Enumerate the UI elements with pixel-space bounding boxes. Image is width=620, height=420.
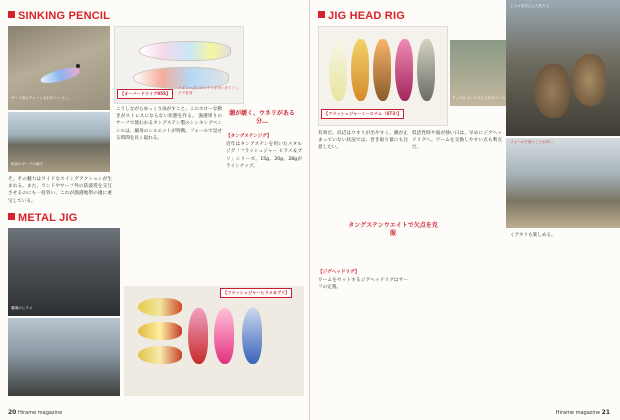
product-label: 【フラッシュジャーミーロテム（ST3）】: [321, 109, 404, 119]
product-label: 【オーバードライブ85S】: [117, 89, 173, 99]
section-marker-icon: [8, 11, 15, 18]
body-col-5: [412, 130, 502, 152]
beach-photo: [8, 112, 110, 172]
headline-jig-head: タングステンウエイトで欠点を克服: [348, 222, 438, 237]
angler-with-flounder-photo: [506, 0, 620, 136]
brown-worm-icon: [373, 39, 391, 101]
body-col-6: [318, 268, 408, 292]
section-title-sinking-pencil: SINKING PENCIL: [8, 10, 110, 22]
metal-jig-product-photo: [124, 286, 304, 396]
product-note: ハイシーズンのベイトが多いタイミングで有効: [178, 86, 239, 95]
gold-jig-icon: [138, 298, 182, 316]
lure-eye: [76, 64, 80, 68]
subhead-jighead: 【ジグヘッドリグ】: [318, 270, 360, 275]
red-jig-icon: [188, 308, 208, 364]
subhead-tungsten: 【タングステンジグ】: [226, 134, 272, 139]
photo-caption: 磯場のヒラメ: [11, 306, 33, 310]
gold-jig-icon: [138, 322, 182, 340]
body-col-1: [8, 176, 112, 205]
body-text: 近年はタングステンを用いたメタルジグ「フラッシュジャー ヒラメ＆ブリ」シリーズ。15g、20g、28gがラインナップ。: [226, 142, 302, 169]
body-col-7: [510, 232, 614, 239]
page-folio-left: 20 Hirame magazine: [8, 409, 63, 416]
photo-caption: ヒラメを手にした釣り人: [510, 4, 550, 8]
body-text: 有効だ。浜辺はウネリが出やすく、潮が止まっていない状況では、巻き取り量にも注意したい。: [318, 131, 408, 151]
flounder-icon: [572, 54, 606, 106]
pink-worm-icon: [395, 39, 413, 101]
right-page: [310, 0, 620, 420]
photo-caption: サーフ用にチューンされたシンペン。: [11, 96, 72, 100]
section-marker-icon: [318, 11, 325, 18]
section-title-metal-jig: METAL JIG: [8, 212, 77, 224]
angler-on-rocks-photo: [8, 318, 120, 396]
pink-jig-icon: [214, 308, 234, 364]
photo-caption: タックルボックスに入れたワーム: [452, 96, 506, 100]
body-text: ワームをセットするジグヘッドリグはサーフの定番。: [318, 278, 408, 291]
orange-worm-icon: [351, 39, 369, 101]
gold-jig-icon: [138, 346, 182, 364]
section-marker-icon: [8, 213, 15, 220]
page-folio-right: Hirame magazine 21: [555, 409, 610, 416]
blue-jig-icon: [242, 308, 262, 364]
body-text: くアタリも楽しめる。: [510, 233, 556, 238]
body-text: こうしながらゆっくり泳がすこと。このスローな動きがストレスにならない状態を作る。: [116, 107, 222, 120]
body-text: 漁港周りのサーフで使われるタングステン製のシンキングペンシルは、細身のシルエットが特徴。フォールで見せる時間を長く取れる。: [116, 114, 222, 141]
body-col-4: [318, 130, 408, 152]
jig-head-product-photo: [318, 26, 448, 126]
section-title-jig-head-rig: JIG HEAD RIG: [318, 10, 405, 22]
rocky-shore-photo: [8, 228, 120, 316]
beach-photo-caption: 砂浜のサーフの様子: [11, 162, 44, 166]
flounder-icon: [534, 64, 570, 118]
gray-worm-icon: [417, 39, 435, 101]
body-text: 低活性時や波が強い日は、早めにジグヘッドリグへ。ワームを交換しやすい点も利点だ。: [412, 131, 502, 151]
body-col-3: [226, 132, 302, 170]
sinking-pencil-lure: [39, 65, 80, 86]
surf-angler-photo: [506, 138, 620, 228]
headline-sinking: 潮が緩く、ウネリがある分…: [229, 110, 295, 125]
body-text: そ。その魅力はワイドなスイングアクションが生まれる。また、ワンドやサーフ外の防波堤を交互させるのにも一役買い、これが漁港地帯の適に重宝している。: [8, 177, 112, 204]
product-label: 【フラッシュジャーヒラメ＆ブリ】: [220, 288, 292, 298]
lure-on-sand-photo: [8, 26, 110, 110]
white-worm-icon: [329, 41, 347, 101]
photo-caption: フォールで食うことが多い: [510, 140, 553, 144]
rainbow-lure-icon: [139, 41, 231, 61]
body-col-2: [116, 106, 222, 142]
